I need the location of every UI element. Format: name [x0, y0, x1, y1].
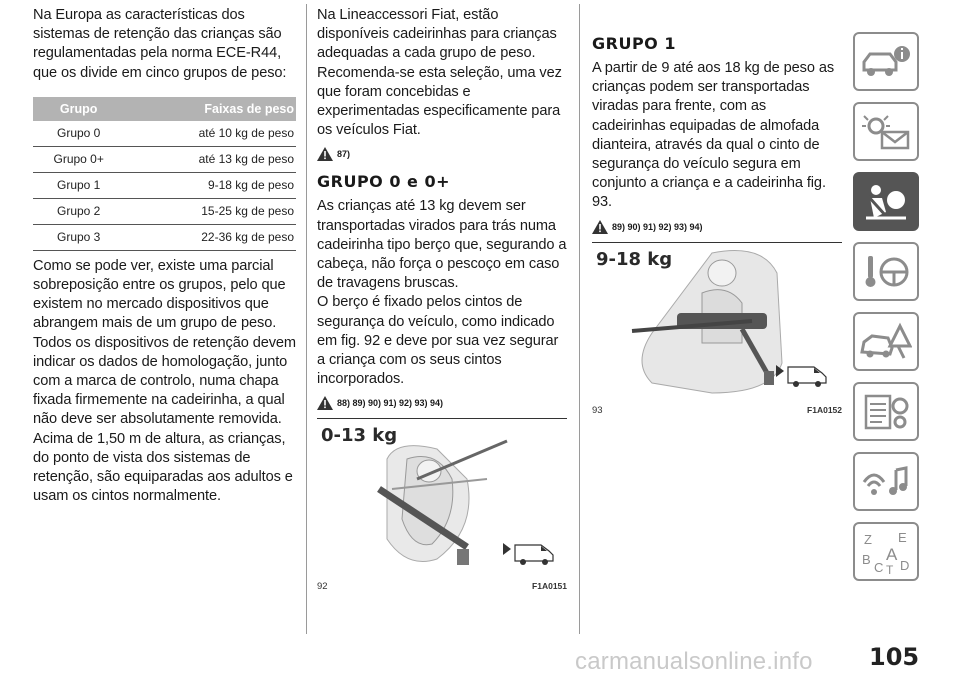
sidebar-tab-emergency[interactable] [853, 312, 919, 371]
figure-caption [592, 405, 842, 416]
column-left [33, 6, 296, 506]
figure-weight-label: 9-18 kg [596, 248, 673, 270]
figure-code: F1A0152 [807, 404, 842, 415]
airbag-seatbelt-icon [860, 182, 912, 222]
figure-number: 93 [592, 404, 603, 416]
chapter-sidebar [853, 32, 923, 592]
multimedia-icon [860, 462, 912, 502]
sidebar-tab-starting-driving[interactable] [853, 242, 919, 301]
warning-triangle-icon [317, 147, 333, 161]
sidebar-tab-maintenance[interactable] [853, 382, 919, 441]
index-letter: B [862, 551, 871, 567]
table-row [33, 172, 296, 198]
figure-weight-label: 0-13 kg [321, 425, 398, 447]
table-cell-group: Grupo 2 [33, 198, 124, 224]
warning-triangle-icon [592, 220, 608, 234]
warning-reference-text: 88) 89) 90) 91) 92) 93) 94) [337, 398, 444, 409]
van-icon [788, 367, 826, 387]
figure-93 [592, 242, 842, 403]
van-icon [515, 545, 553, 565]
maintenance-icon [860, 392, 912, 432]
column-middle [317, 6, 567, 592]
warning-triangle-icon [317, 396, 333, 410]
warning-reference-text: 87) [337, 149, 351, 160]
table-row [33, 198, 296, 224]
key-steering-wheel-icon [860, 252, 912, 292]
sidebar-tab-multimedia[interactable] [853, 452, 919, 511]
table-cell-weight: 15-25 kg de peso [124, 198, 296, 224]
warning-reference[interactable] [592, 218, 842, 236]
overlap-paragraph: Como se pode ver, existe uma parcial sobreposição entre os grupos, pelo que existem no mercado dispositivos que abrangem mais de um grupo de peso. [33, 257, 286, 332]
figure-code: F1A0151 [532, 581, 567, 592]
sidebar-tab-instruments[interactable] [853, 102, 919, 161]
homologation-paragraph: Todos os dispositivos de retenção devem indicar os dados de homologação, junto com a marca de controlo, numa chapa fixada firmemente na cadeirinha, a qual não deve ser absolutamente removida. [33, 334, 296, 428]
table-cell-weight: até 10 kg de peso [124, 121, 296, 147]
car-info-icon [860, 42, 912, 82]
column-divider [306, 4, 307, 634]
page-number: 105 [869, 643, 920, 671]
child-seat-illustration [592, 243, 842, 403]
table-cell-group: Grupo 0+ [33, 146, 124, 172]
table-cell-group: Grupo 3 [33, 224, 124, 250]
section-heading-group-0: GRUPO 0 e 0+ [317, 172, 451, 192]
table-cell-group: Grupo 1 [33, 172, 124, 198]
table-cell-group: Grupo 0 [33, 121, 124, 147]
index-letters-icon [860, 530, 912, 574]
car-breakdown-icon [860, 322, 912, 362]
figure-92 [317, 418, 567, 579]
sidebar-tab-safety[interactable] [853, 172, 919, 231]
section-heading-group-1: GRUPO 1 [592, 34, 676, 53]
figure-number: 92 [317, 581, 328, 593]
column-divider [579, 4, 580, 634]
lights-envelope-icon [860, 112, 912, 152]
warning-reference[interactable] [317, 394, 567, 412]
intro-paragraph: Na Europa as características dos sistemas de retenção das crianças são regulamentadas pela norma ECE-R44, que os divide em cinco grupos de peso: [33, 7, 287, 81]
group1-paragraph: A partir de 9 até aos 18 kg de peso as crianças podem ser transportadas viradas para frente, com as cadeirinhas equipadas de almofada dianteira, através da qual o cinto de segurança do veículo segura em conjunto a criança e a cadeirinha fig. 93. [592, 60, 835, 211]
table-row [33, 224, 296, 250]
warning-reference-text: 89) 90) 91) 92) 93) 94) [612, 221, 703, 232]
index-letter: D [900, 557, 910, 573]
index-letter: T [886, 562, 894, 574]
index-letter: C [874, 559, 884, 574]
index-letter: A [886, 544, 898, 564]
watermark: carmanualsonline.info [575, 648, 813, 675]
adult-height-paragraph: Acima de 1,50 m de altura, as crianças, do ponto de vista dos sistemas de retenção, são equiparadas aos adultos e usam os cintos normalmente. [33, 430, 293, 505]
sidebar-tab-vehicle-info[interactable] [853, 32, 919, 91]
index-letter: Z [864, 531, 872, 547]
table-header-group: Grupo [33, 97, 124, 121]
table-cell-weight: até 13 kg de peso [124, 146, 296, 172]
column-right [592, 6, 842, 416]
warning-reference[interactable] [317, 145, 567, 163]
table-row [33, 146, 296, 172]
index-letter: E [898, 529, 907, 545]
table-row [33, 121, 296, 147]
figure-caption [317, 581, 567, 592]
table-cell-weight: 9-18 kg de peso [124, 172, 296, 198]
group0-paragraph: As crianças até 13 kg devem ser transportadas virados para trás numa cadeirinha tipo berço que, segurando a cabeça, não força o pescoço em caso de travagens bruscas. [317, 198, 567, 292]
weight-group-table [33, 97, 296, 251]
table-header-weight: Faixas de peso [124, 97, 296, 121]
cradle-paragraph: O berço é fixado pelos cintos de segurança do veículo, como indicado em fig. 92 e deve por sua vez segurar a criança com os seus cintos incorporados. [317, 294, 559, 388]
table-cell-weight: 22-36 kg de peso [124, 224, 296, 250]
lineaccessori-paragraph: Na Lineaccessori Fiat, estão disponíveis cadeirinhas para crianças adequadas a cada grupo de peso. Recomenda-se esta seleção, uma vez que foram concebidas e experimentadas especificamente para os veículos Fiat. [317, 7, 562, 139]
sidebar-tab-index[interactable] [853, 522, 919, 581]
infant-carrier-illustration [317, 419, 567, 579]
